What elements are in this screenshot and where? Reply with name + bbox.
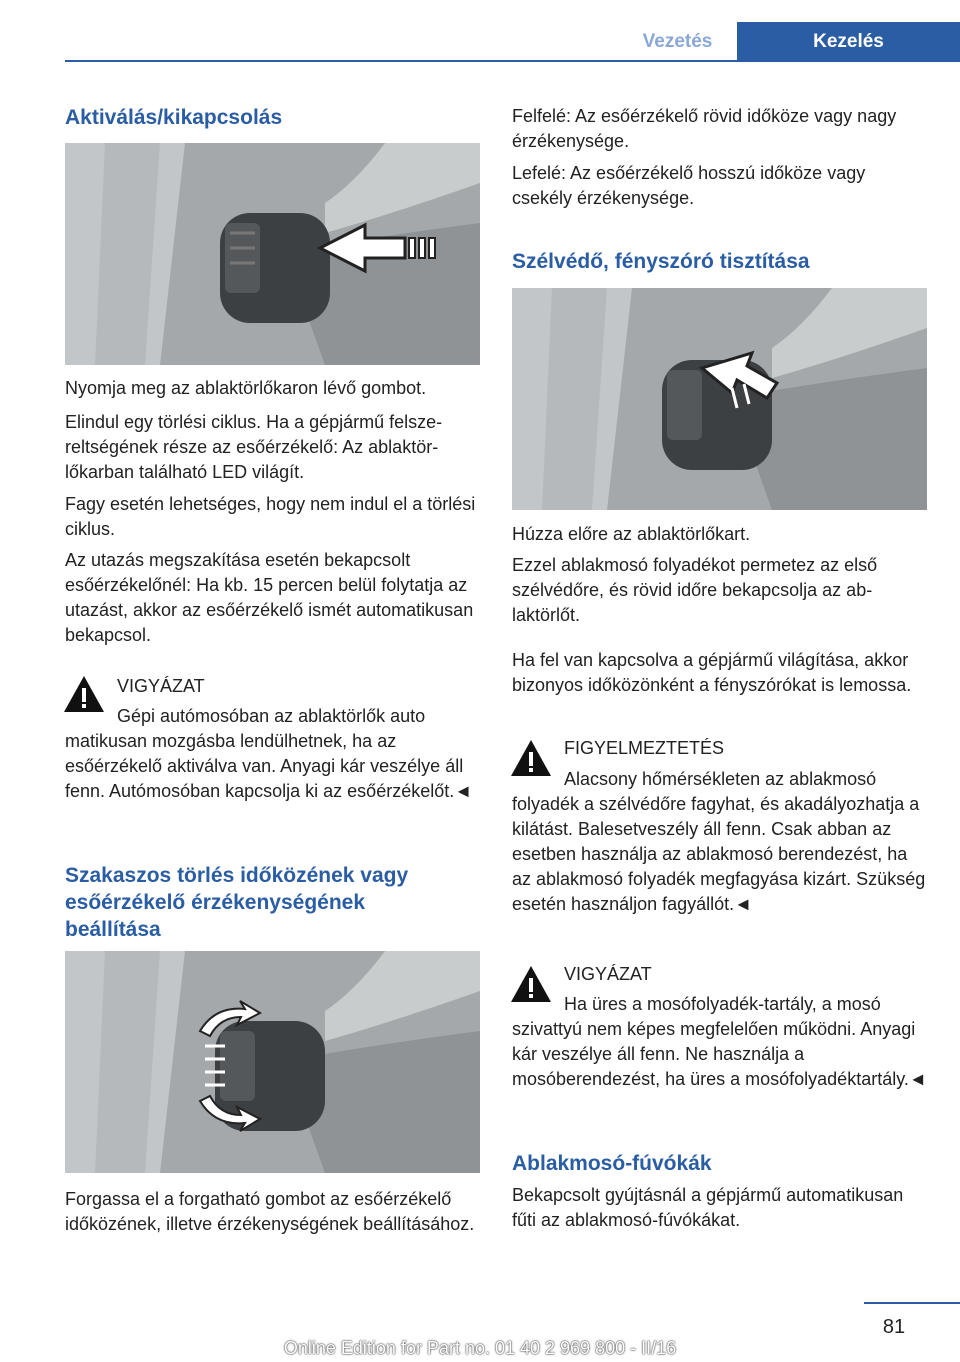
footer-edition: Online Edition for Part no. 01 40 2 969 800 - II/16	[283, 1338, 677, 1358]
warning-text: Ha üres a mosófolyadék-tartály, a mosó	[564, 994, 881, 1014]
paragraph: Nyomja meg az ablaktörlőkaron lévő gombot.	[65, 378, 427, 398]
section-heading-cleaning: Szélvédő, fényszóró tisztítása	[512, 250, 810, 273]
warning-text: Alacsony hőmérsékleten az ablakmosó	[564, 769, 877, 789]
paragraph: Ezzel ablakmosó folyadékot permetez az első szélvédőre, és rövid időre bekapcsolja az ablaktörlőt.	[512, 555, 878, 625]
warning-triangle-icon	[509, 738, 553, 778]
paragraph: Húzza előre az ablaktörlőkart.	[512, 524, 751, 544]
warning-title: FIGYELMEZTETÉS	[564, 738, 725, 758]
footer-rule	[864, 1302, 960, 1304]
page-number: 81	[882, 1316, 906, 1338]
paragraph: Elindul egy törlési ciklus. Ha a gépjármű felszereltségének része az esőérzékelő: Az ablaktörlőkarban található LED világít.	[65, 412, 443, 482]
warning-text: folyadék a szélvédőre fagyhat, és akadályozhatja a kilátást. Balesetveszély áll fenn. Csak abban az esetben használja az ablakmosó berendezést, ha az ablakmosó folyadék megfagyása kizárt. Szükség esetén használjon fagyállót.◄	[512, 794, 926, 914]
warning-triangle-icon	[509, 964, 553, 1004]
paragraph: Forgassa el a forgatható gombot az esőérzékelő időközének, illetve érzékenységének beállításához.	[65, 1189, 475, 1234]
figure-wiper-dial	[65, 951, 480, 1173]
header-rule	[65, 60, 960, 62]
figure-wiper-button	[65, 143, 480, 365]
tab-kezeles[interactable]: Kezelés	[737, 22, 960, 62]
section-heading-nozzles: Ablakmosó-fúvókák	[512, 1152, 712, 1175]
warning-text: matikusan mozgásba lendülhetnek, ha az esőérzékelő aktiválva van. Anyagi kár veszélye áll fenn. Autómosóban kapcsolja ki az esőérzékelőt.◄	[65, 731, 473, 801]
figure-wiper-pull	[512, 288, 927, 510]
paragraph: Bekapcsolt gyújtásnál a gépjármű automatikusan fűti az ablakmosó-fúvókákat.	[512, 1185, 904, 1230]
paragraph: Felfelé: Az esőérzékelő rövid időköze vagy nagy érzékenysége.	[512, 106, 897, 151]
warning-triangle-icon	[62, 674, 106, 714]
paragraph: Az utazás megszakítása esetén bekapcsolt esőérzékelőnél: Ha kb. 15 percen belül folytatja az utazást, akkor az esőérzékelő ismét automatikusan bekapcsol.	[65, 550, 474, 645]
paragraph: Lefelé: Az esőérzékelő hosszú időköze vagy csekély érzékenysége.	[512, 163, 866, 208]
tab-vezetes[interactable]: Vezetés	[642, 31, 713, 52]
section-heading-activation: Aktiválás/kikapcsolás	[65, 106, 283, 129]
warning-text: Gépi autómosóban az ablaktörlők auto	[117, 706, 426, 726]
paragraph: Fagy esetén lehetséges, hogy nem indul el a törlési ciklus.	[65, 494, 476, 539]
warning-title: VIGYÁZAT	[117, 676, 205, 696]
paragraph: Ha fel van kapcsolva a gépjármű világítása, akkor bizonyos időközönként a fényszórókat is lemossa.	[512, 650, 912, 695]
section-heading-interval: Szakaszos törlés időközének vagy esőérzékelő érzékenységének beállítása	[65, 864, 409, 941]
warning-title: VIGYÁZAT	[564, 964, 652, 984]
warning-text: szivattyú nem képes megfelelően működni. Anyagi kár veszélye áll fenn. Ne használja a mosóberendezést, ha üres a mosófolyadéktartály.◄	[512, 1019, 927, 1089]
